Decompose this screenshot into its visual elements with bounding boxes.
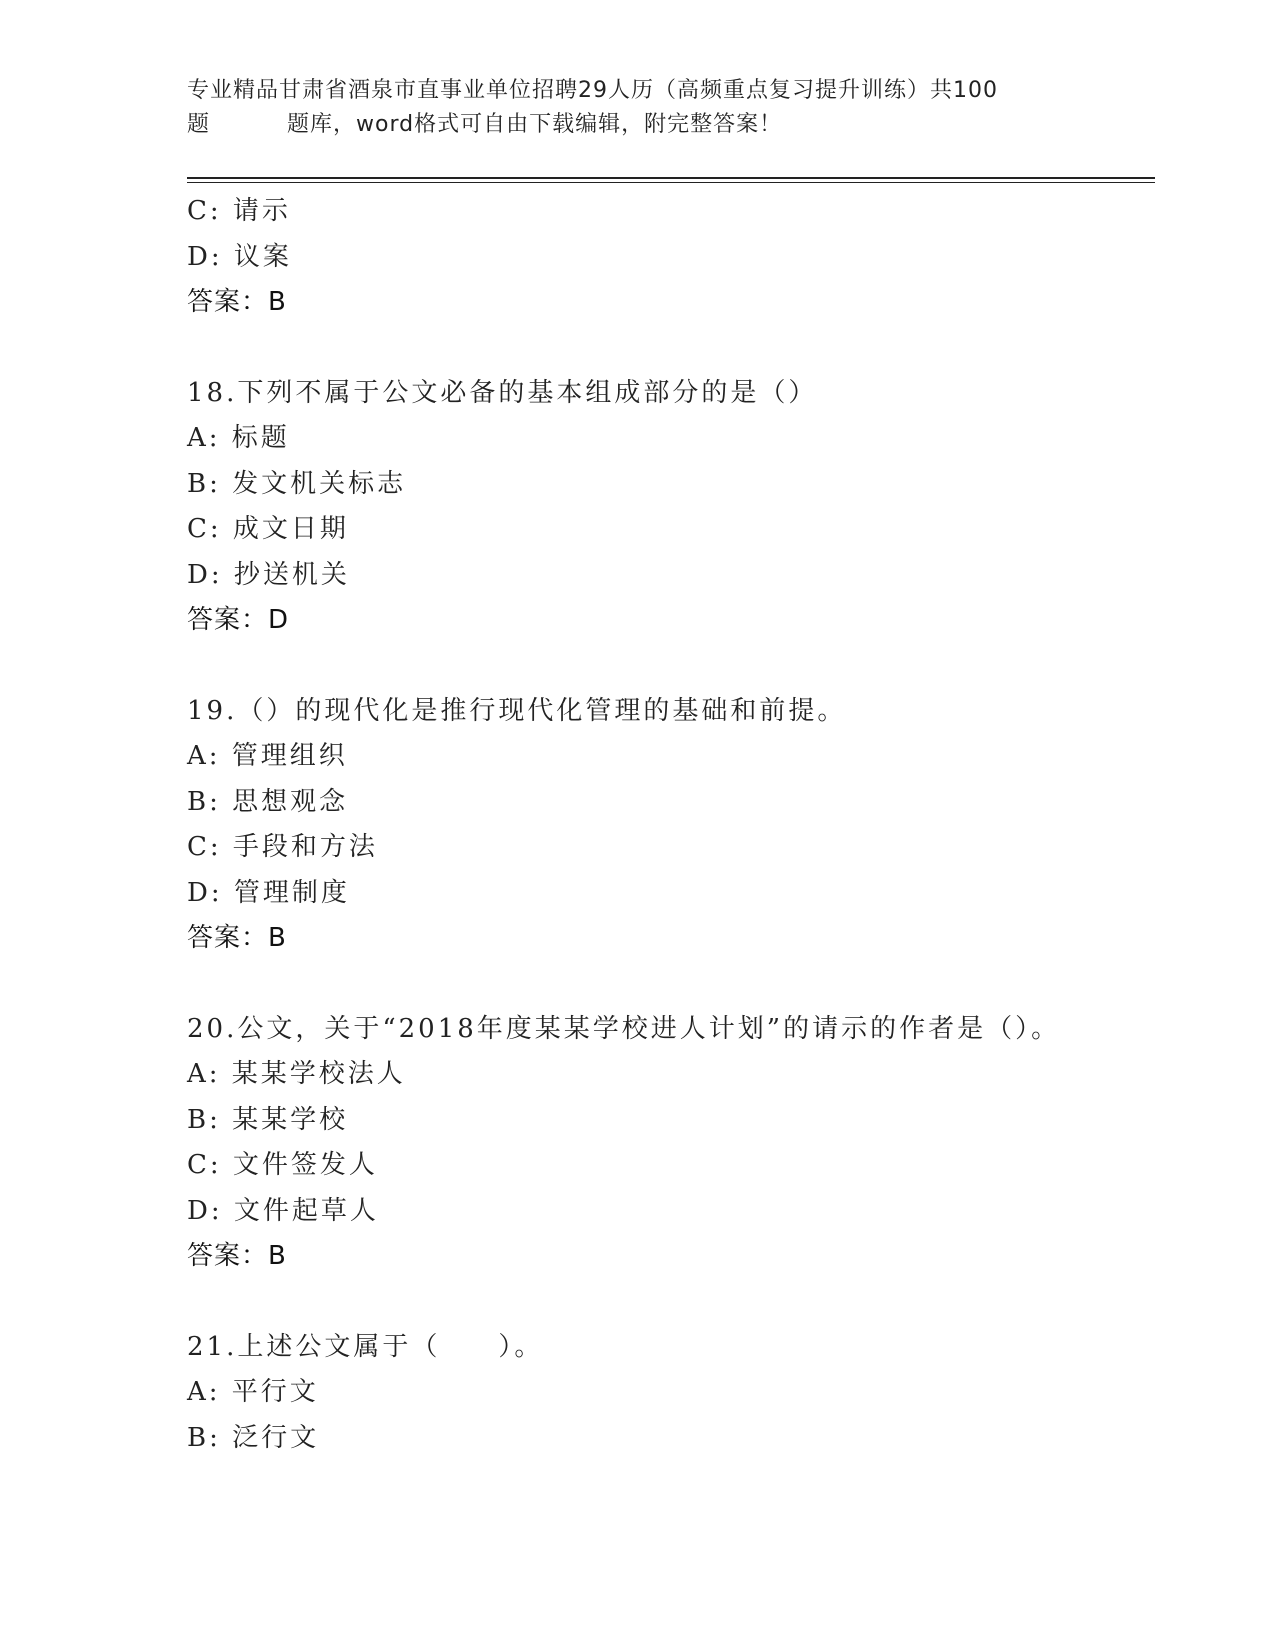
question-19 — [187, 689, 1155, 962]
option: A: 标题 — [187, 423, 290, 453]
header-rule-thick — [187, 177, 1155, 179]
option: C: 请示 — [187, 196, 291, 226]
header-rule-thin — [187, 182, 1155, 183]
option: D: 文件起草人 — [187, 1195, 379, 1226]
option: D: 管理制度 — [187, 877, 350, 908]
question-text: 20.公文，关于“2018年度某某学校进人计划”的请示的作者是（）。 — [187, 1013, 1061, 1044]
header-title-line2-start: 题 — [187, 112, 211, 137]
header-title-line1: 专业精品甘肃省酒泉市直事业单位招聘29人历（高频重点复习提升训练）共100 — [187, 78, 998, 103]
option: C: 文件签发人 — [187, 1150, 378, 1180]
answer: 答案：B — [187, 287, 287, 317]
question-text: 18.下列不属于公文必备的基本组成部分的是（） — [187, 377, 818, 408]
question-text: 21.上述公文属于（ ）。 — [187, 1331, 544, 1362]
option: B: 发文机关标志 — [187, 468, 407, 499]
answer: 答案：B — [187, 1241, 287, 1271]
option: B: 思想观念 — [187, 786, 349, 817]
option: A: 管理组织 — [187, 741, 348, 771]
continued-question — [187, 189, 1155, 326]
answer: 答案：D — [187, 605, 290, 635]
question-text: 19.（）的现代化是推行现代化管理的基础和前提。 — [187, 695, 847, 726]
question-20 — [187, 1007, 1155, 1280]
option: A: 某某学校法人 — [187, 1059, 406, 1089]
question-list — [187, 189, 1155, 1461]
page-header — [187, 74, 1087, 142]
option: B: 某某学校 — [187, 1104, 349, 1135]
answer: 答案：B — [187, 923, 287, 953]
option: D: 抄送机关 — [187, 559, 350, 590]
option: B: 泛行文 — [187, 1422, 320, 1453]
option: C: 手段和方法 — [187, 832, 378, 862]
option: C: 成文日期 — [187, 514, 349, 544]
question-18 — [187, 371, 1155, 644]
question-21 — [187, 1325, 1155, 1462]
option: D: 议案 — [187, 241, 292, 272]
option: A: 平行文 — [187, 1377, 319, 1407]
header-title-line2-rest: 题库，word格式可自由下载编辑，附完整答案！ — [287, 112, 783, 137]
header-title-line2 — [187, 108, 1087, 142]
